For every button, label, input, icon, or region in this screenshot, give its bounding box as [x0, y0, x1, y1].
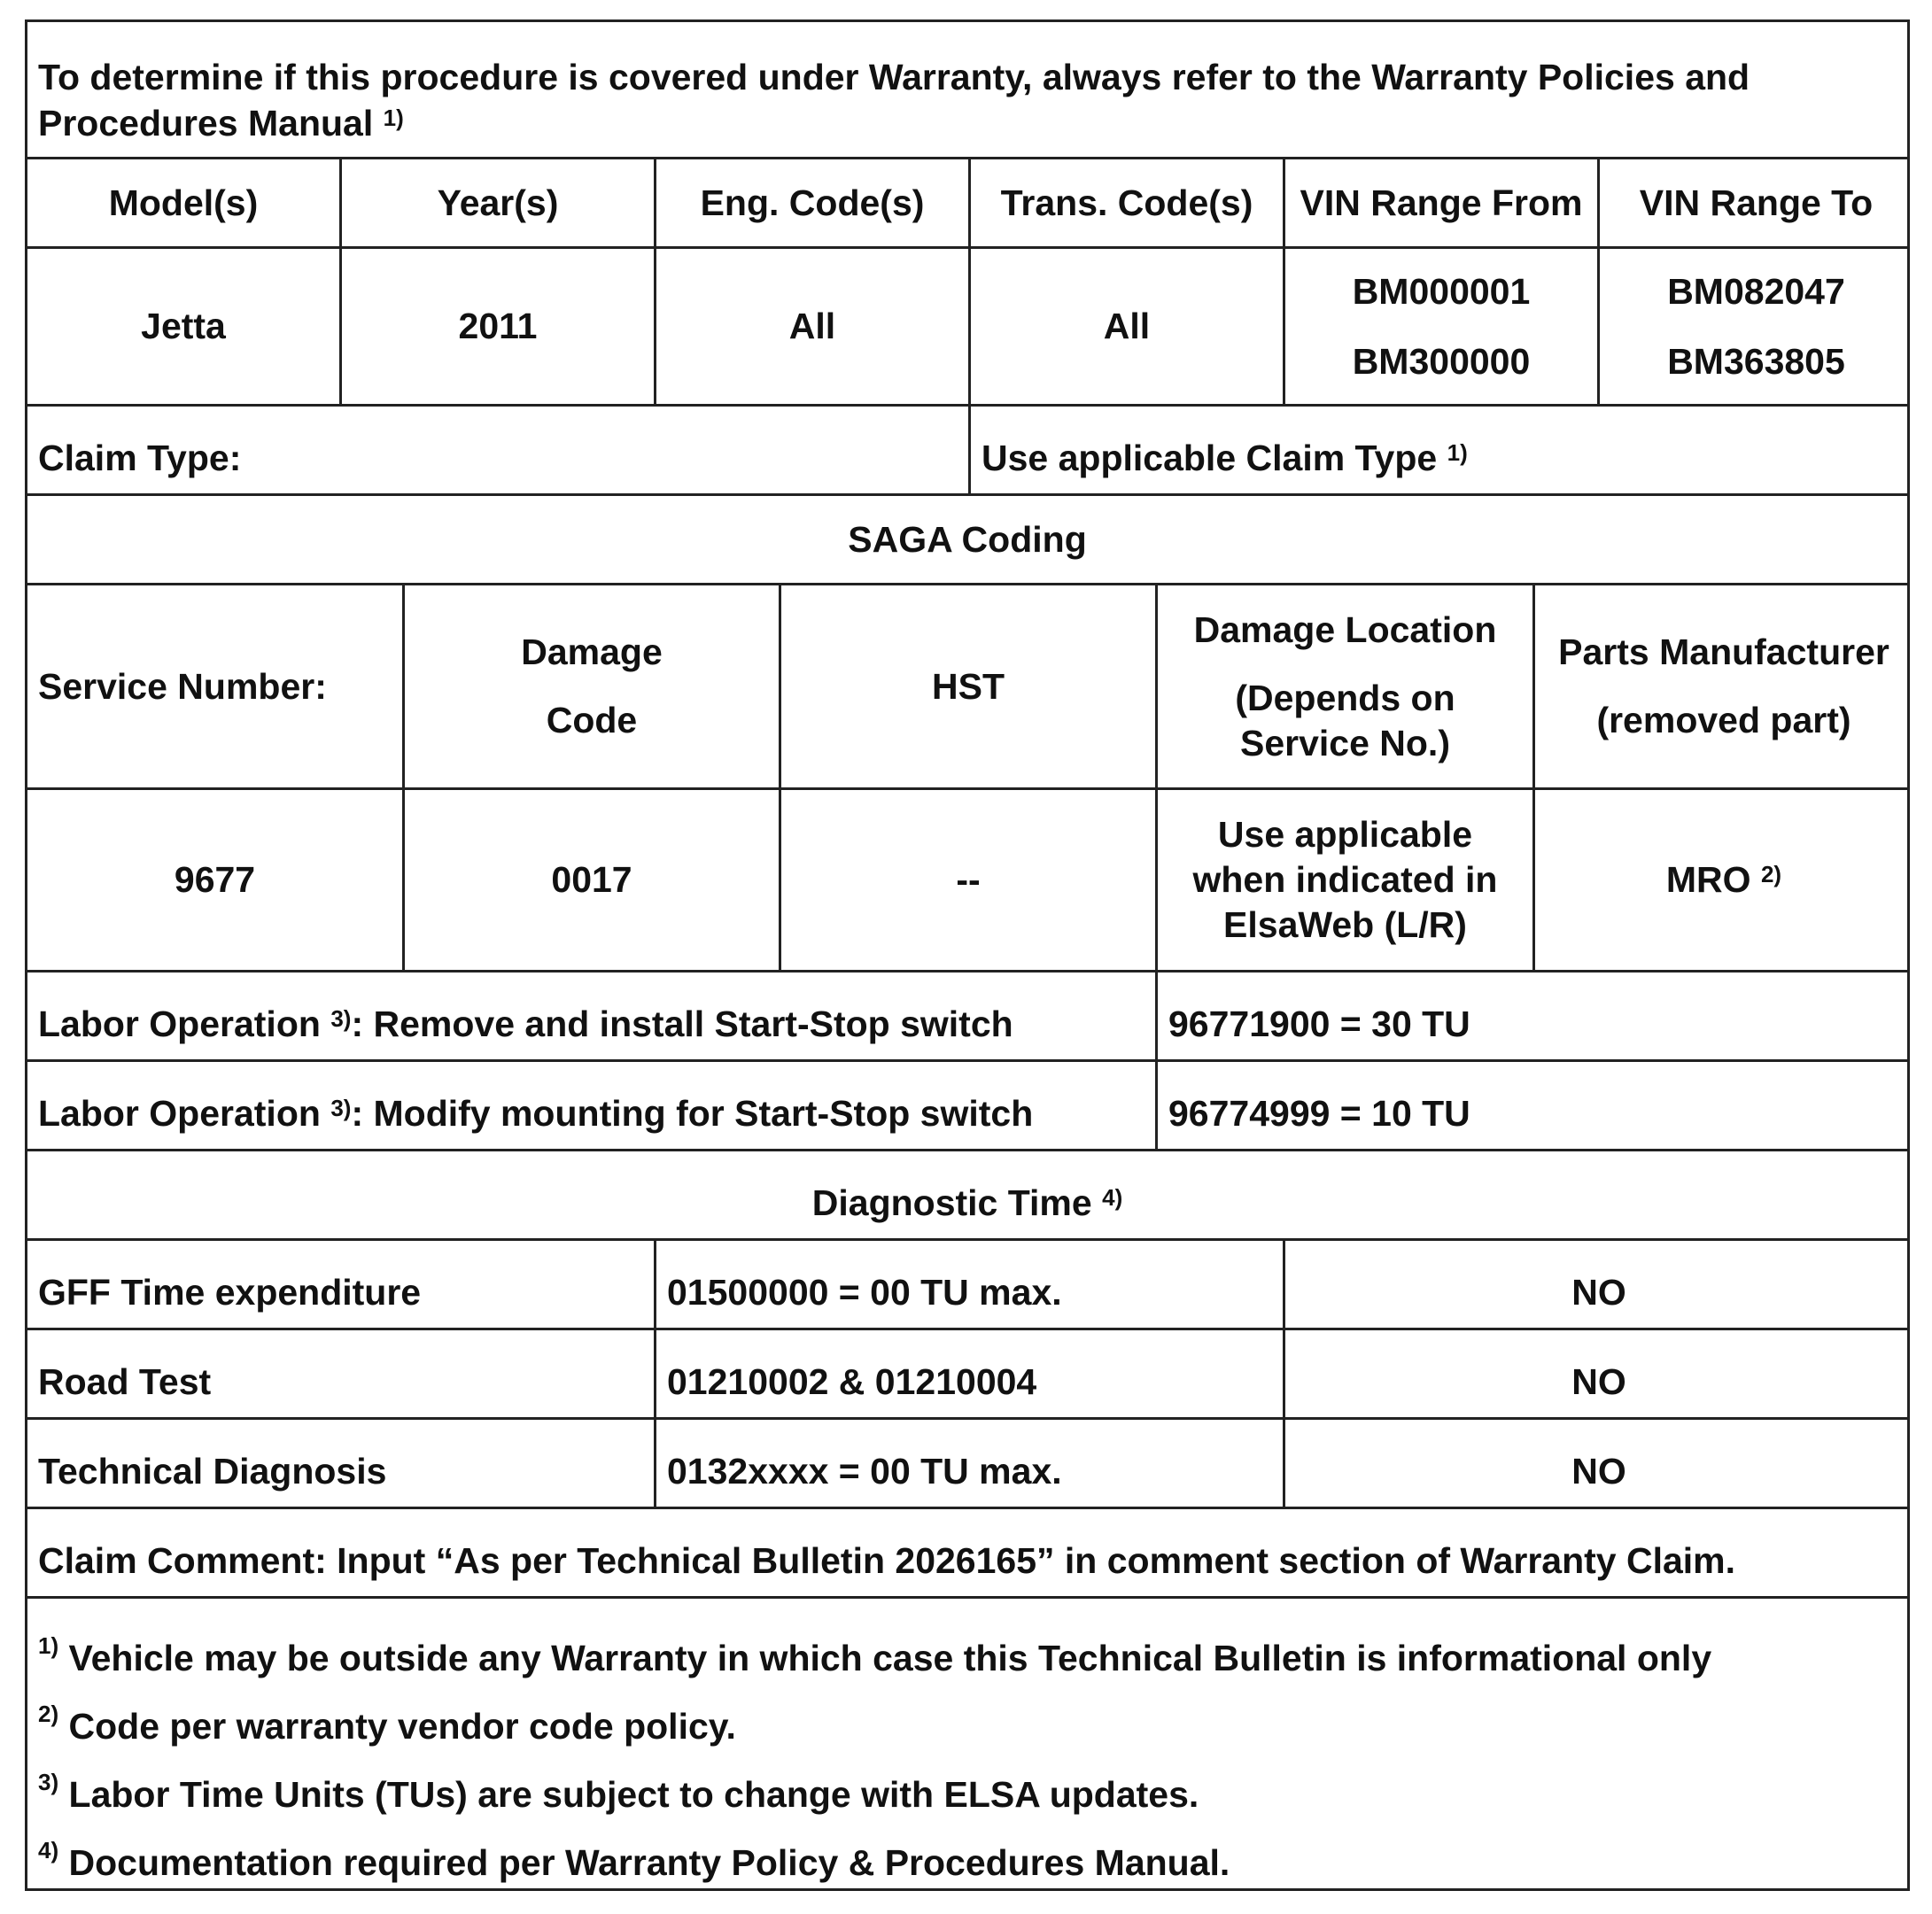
damage-code-cell: [405, 790, 781, 970]
saga-header-hst: [781, 585, 1158, 787]
vin-to-2: BM363805: [1667, 340, 1845, 382]
diagnostic-1-value-cell: [1285, 1241, 1913, 1328]
hst-header: HST: [932, 665, 1005, 707]
diagnostic-2-label: Road Test: [38, 1360, 212, 1402]
diagnostic-title-cell: [27, 1151, 1907, 1238]
claim-type-footnote-mark: 1): [1447, 438, 1468, 466]
damage-location-value-line-3: ElsaWeb (L/R): [1223, 904, 1467, 945]
diagnostic-2-code: 01210002 & 01210004: [667, 1360, 1037, 1402]
parts-manufacturer-header-line-2: (removed part): [1596, 700, 1851, 740]
labor-1-prefix: Labor Operation: [38, 1003, 321, 1044]
footnote-3: [38, 1769, 1199, 1816]
intro-text-block: [38, 54, 1897, 146]
saga-header-damage-code: [405, 585, 781, 787]
damage-location-header-stack: [1194, 609, 1497, 764]
diagnostic-title: Diagnostic Time: [811, 1182, 1092, 1223]
footnote-2-mark: 2): [38, 1701, 59, 1727]
vehicle-value-row: [27, 249, 1907, 407]
intro-row: [27, 22, 1907, 159]
hst-value: --: [956, 859, 981, 900]
diagnostic-3-label: Technical Diagnosis: [38, 1450, 387, 1492]
footnote-1-text: Vehicle may be outside any Warranty in which case this Technical Bulletin is informational only: [68, 1638, 1712, 1678]
service-number-value: 9677: [174, 859, 256, 900]
labor-row-2: [27, 1062, 1907, 1151]
saga-header-row: [27, 585, 1907, 790]
header-eng-codes: [656, 159, 971, 246]
footnote-3-text: Labor Time Units (TUs) are subject to change with ELSA updates.: [68, 1774, 1199, 1815]
intro-cell: [27, 22, 1907, 157]
parts-manufacturer-value: MRO: [1665, 859, 1751, 900]
diagnostic-row-1: [27, 1241, 1907, 1330]
trans-code-cell: [971, 249, 1285, 404]
labor-1-desc: : Remove and install Start-Stop switch: [351, 1003, 1013, 1044]
eng-code-value: All: [788, 306, 836, 346]
diagnostic-3-value: NO: [1571, 1450, 1626, 1492]
damage-code-header-line-1: Damage: [521, 632, 663, 672]
damage-code-header-line-2: Code: [546, 700, 638, 740]
footnote-4: [38, 1837, 1230, 1884]
warranty-table: [25, 19, 1910, 1891]
diagnostic-1-label: GFF Time expenditure: [38, 1271, 422, 1313]
footnote-1-mark: 1): [38, 1632, 59, 1659]
damage-code-header-stack: [521, 632, 663, 741]
diagnostic-3-code-cell: [656, 1420, 1285, 1507]
diagnostic-1-value: NO: [1571, 1271, 1626, 1313]
labor-2-desc-cell: [27, 1062, 1158, 1149]
damage-location-header-line-1: Damage Location: [1193, 608, 1497, 650]
header-vin-to-label: VIN Range To: [1639, 182, 1874, 223]
claim-comment-row: [27, 1509, 1907, 1599]
footnote-2-text: Code per warranty vendor code policy.: [68, 1706, 736, 1747]
diagnostic-1-code-cell: [656, 1241, 1285, 1328]
diagnostic-1-code: 01500000 = 00 TU max.: [667, 1271, 1062, 1313]
damage-location-header-line-2: (Depends on: [1235, 677, 1455, 718]
claim-comment-text: Claim Comment: Input “As per Technical Bulletin 2026165” in comment section of Warranty Claim.: [38, 1539, 1736, 1581]
service-number-label: Service Number:: [38, 665, 327, 707]
diagnostic-3-label-cell: [27, 1420, 656, 1507]
footnote-4-text: Documentation required per Warranty Policy & Procedures Manual.: [68, 1842, 1230, 1883]
diagnostic-2-value: NO: [1571, 1360, 1626, 1402]
damage-location-value-line-2: when indicated in: [1192, 859, 1498, 900]
claim-type-label: Claim Type:: [38, 437, 242, 478]
damage-location-value-stack: [1193, 814, 1498, 946]
claim-type-row: [27, 407, 1907, 496]
header-vin-to: [1600, 159, 1913, 246]
model-value: Jetta: [141, 306, 226, 346]
vin-from-1: BM000001: [1352, 270, 1531, 312]
vin-from-cell: [1285, 249, 1600, 404]
header-models: [27, 159, 342, 246]
diagnostic-row-2: [27, 1330, 1907, 1420]
footnotes-section: [27, 1599, 1907, 1888]
labor-1-footnote-mark: 3): [330, 1004, 352, 1032]
saga-header-damage-location: [1158, 585, 1535, 787]
footnote-1: [38, 1632, 1712, 1679]
header-models-label: Model(s): [108, 182, 259, 223]
header-eng-codes-label: Eng. Code(s): [700, 182, 925, 223]
diagnostic-row-3: [27, 1420, 1907, 1509]
footnote-4-mark: 4): [38, 1837, 59, 1864]
diagnostic-3-value-cell: [1285, 1420, 1913, 1507]
eng-code-cell: [656, 249, 971, 404]
intro-footnote-mark: 1): [383, 105, 404, 131]
diagnostic-title-row: [27, 1151, 1907, 1241]
vehicle-header-row: [27, 159, 1907, 249]
diagnostic-footnote-mark: 4): [1102, 1183, 1123, 1211]
labor-2-code-cell: [1158, 1062, 1913, 1149]
parts-manufacturer-header-stack: [1558, 632, 1889, 741]
header-vin-from: [1285, 159, 1600, 246]
diagnostic-1-label-cell: [27, 1241, 656, 1328]
labor-1-desc-cell: [27, 972, 1158, 1059]
diagnostic-2-code-cell: [656, 1330, 1285, 1417]
saga-title-cell: [27, 496, 1907, 583]
saga-header-service-number: [27, 585, 405, 787]
damage-location-header-line-3: Service No.): [1239, 722, 1450, 763]
claim-comment-cell: [27, 1509, 1907, 1596]
vin-from-stack: [1353, 271, 1531, 383]
year-value: 2011: [458, 306, 538, 346]
labor-1-code: 96771900 = 30 TU: [1168, 1003, 1470, 1044]
header-trans-codes-label: Trans. Code(s): [1000, 182, 1253, 223]
claim-type-label-cell: [27, 407, 971, 493]
header-years-label: Year(s): [437, 182, 559, 223]
damage-location-value-line-1: Use applicable: [1217, 814, 1473, 855]
header-trans-codes: [971, 159, 1285, 246]
diagnostic-2-value-cell: [1285, 1330, 1913, 1417]
model-cell: [27, 249, 342, 404]
claim-type-value: Use applicable Claim Type: [982, 437, 1438, 478]
vin-to-cell: [1600, 249, 1913, 404]
damage-location-cell: [1158, 790, 1535, 970]
diagnostic-2-label-cell: [27, 1330, 656, 1417]
vin-to-1: BM082047: [1667, 270, 1845, 312]
labor-row-1: [27, 972, 1907, 1062]
hst-cell: [781, 790, 1158, 970]
header-years: [342, 159, 656, 246]
claim-type-value-cell: [971, 407, 1913, 493]
labor-2-desc: : Modify mounting for Start-Stop switch: [351, 1092, 1034, 1134]
footnote-2: [38, 1701, 736, 1747]
labor-2-footnote-mark: 3): [330, 1094, 352, 1121]
parts-manufacturer-cell: [1535, 790, 1913, 970]
saga-title-row: [27, 496, 1907, 585]
vin-from-2: BM300000: [1352, 340, 1531, 382]
year-cell: [342, 249, 656, 404]
labor-1-code-cell: [1158, 972, 1913, 1059]
intro-text: To determine if this procedure is covered under Warranty, always refer to the Warranty Policies and Procedures Manual: [38, 57, 1750, 143]
parts-manufacturer-header-line-1: Parts Manufacturer: [1558, 632, 1889, 672]
footnote-3-mark: 3): [38, 1769, 59, 1795]
service-number-cell: [27, 790, 405, 970]
saga-title: SAGA Coding: [848, 518, 1087, 560]
saga-header-parts-manufacturer: [1535, 585, 1913, 787]
diagnostic-3-code: 0132xxxx = 00 TU max.: [667, 1450, 1062, 1492]
vin-to-stack: [1667, 271, 1845, 383]
saga-value-row: [27, 790, 1907, 972]
labor-2-code: 96774999 = 10 TU: [1168, 1092, 1470, 1134]
trans-code-value: All: [1103, 306, 1151, 346]
damage-code-value: 0017: [551, 859, 632, 900]
header-vin-from-label: VIN Range From: [1300, 182, 1583, 223]
labor-2-prefix: Labor Operation: [38, 1092, 321, 1134]
parts-manufacturer-footnote-mark: 2): [1760, 861, 1782, 887]
